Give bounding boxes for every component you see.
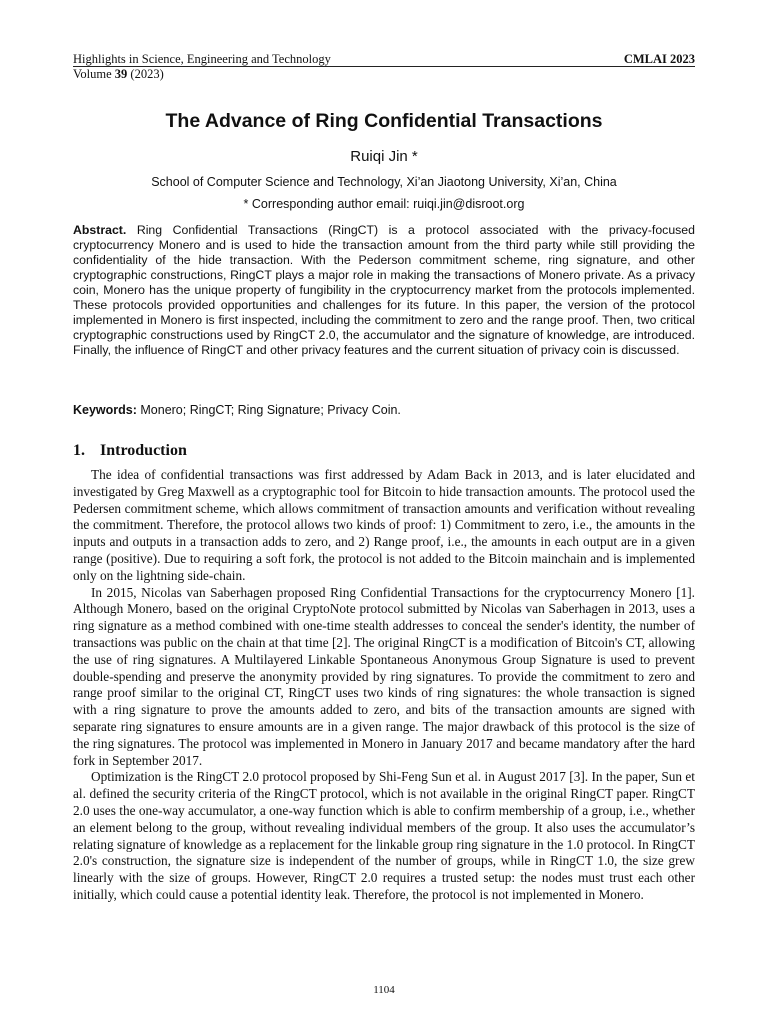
page-number: 1104: [373, 984, 395, 996]
volume-line: [73, 67, 695, 81]
volume-prefix: Volume: [73, 67, 115, 81]
journal-name: Highlights in Science, Engineering and Technology: [73, 52, 331, 66]
section-title: Introduction: [100, 442, 187, 459]
author-affiliation: School of Computer Science and Technology, Xi’an Jiaotong University, Xi’an, China: [151, 175, 617, 189]
paragraph-3: Optimization is the RingCT 2.0 protocol proposed by Shi-Feng Sun et al. in August 2017 [3]. In the paper, Sun et al. defined the security criteria of the RingCT protocol, which is not available in the original RingCT paper. RingCT 2.0 uses the one-way accumulator, a one-way function which is able to confirm membership of a group, i.e., whether an element belong to the group, without revealing individual members of the group. It also uses the accumulator’s relating signature of knowledge as a replacement for the linkable group ring signature in the 1.0 protocol. In RingCT 2.0's construction, the signature size is independent of the number of groups, while in RingCT 1.0, the size grew linearly with the size of groups. However, RingCT 2.0 requires a trusted setup: the nodes must trust each other initially, which could cause a potential identity leak. Therefore, the protocol is not implemented in Monero.: [73, 769, 695, 902]
keywords: [73, 403, 695, 417]
keywords-label: Keywords:: [73, 403, 137, 417]
abstract-label: Abstract.: [73, 223, 127, 237]
abstract-text: Ring Confidential Transactions (RingCT) is a protocol associated with the privacy-focused cryptocurrency Monero and is used to hide the transaction amount from the third party while still providing the confidentiality of the hide transaction. With the Pederson commitment scheme, ring signature, and other cryptographic constructions, RingCT plays a major role in making the transactions of Monero private. As a privacy coin, Monero has the unique property of fungibility in the cryptocurrency market from the protocols implemented. These protocols provided opportunities and challenges for its future. In this paper, the version of the protocol implemented in Monero is first inspected, including the commitment to zero and the range proof. Then, two critical cryptographic constructions used by RingCT 2.0, the accumulator and the signature of knowledge, are introduced. Finally, the influence of RingCT and other privacy features and the current situation of privacy coin is discussed.: [73, 223, 695, 357]
paragraph-2: In 2015, Nicolas van Saberhagen proposed Ring Confidential Transactions for the cryptocurrency Monero [1]. Although Monero, based on the original CryptoNote protocol submitted by Nicolas van Saberhagen in 2013, uses a ring signature as a method combined with one-time stealth addresses to conceal the sender's identity, the number of transactions was public on the chain at that time [2]. The original RingCT is a modification of Bitcoin's CT, allowing the use of ring signatures. A Multilayered Linkable Spontaneous Anonymous Group Signature is used to prevent double-spending and preserve the anonymity provided by ring signatures. To provide the commitment to zero and range proof similar to the original CT, RingCT uses two kinds of ring signatures: the whole transaction is signed with a ring signature to prove the amounts added to zero, and bits of the transaction amounts are signed with separate ring signatures to ensure amounts are in a given range. The major drawback of this protocol is the size of the ring signatures. The protocol was implemented in Monero in January 2017 and became mandatory after the hard fork in September 2017.: [73, 584, 695, 768]
conference-name: CMLAI 2023: [623, 52, 695, 66]
keywords-text: Monero; RingCT; Ring Signature; Privacy Coin.: [136, 403, 401, 417]
section-number: 1.: [73, 442, 85, 459]
section-body: [73, 467, 695, 904]
corresponding-email: * Corresponding author email: ruiqi.jin@disroot.org: [243, 197, 525, 211]
author-name: Ruiqi Jin *: [350, 148, 418, 165]
paper-title: The Advance of Ring Confidential Transactions: [165, 110, 603, 132]
paper-page: [73, 0, 695, 1024]
section-heading: [73, 442, 695, 460]
volume-number: 39: [114, 67, 128, 81]
paragraph-1: The idea of confidential transactions was first addressed by Adam Back in 2013, and is later elucidated and investigated by Greg Maxwell as a cryptographic tool for Bitcoin to hide transaction amounts. The protocol used the Pedersen commitment scheme, which allows commitment of transaction amounts and verification without revealing the commitment. Therefore, the protocol allows two kinds of proof: 1) Commitment to zero, i.e., the amounts in the inputs and outputs in a transaction adds to zero, and 2) Range proof, i.e., the amounts in each output are in a given range (positive). Due to requiring a soft fork, the protocol is not added to the Bitcoin mainchain and is implemented only on the lightning side-chain.: [73, 467, 695, 583]
abstract: [73, 223, 695, 358]
volume-year: (2023): [127, 67, 164, 81]
